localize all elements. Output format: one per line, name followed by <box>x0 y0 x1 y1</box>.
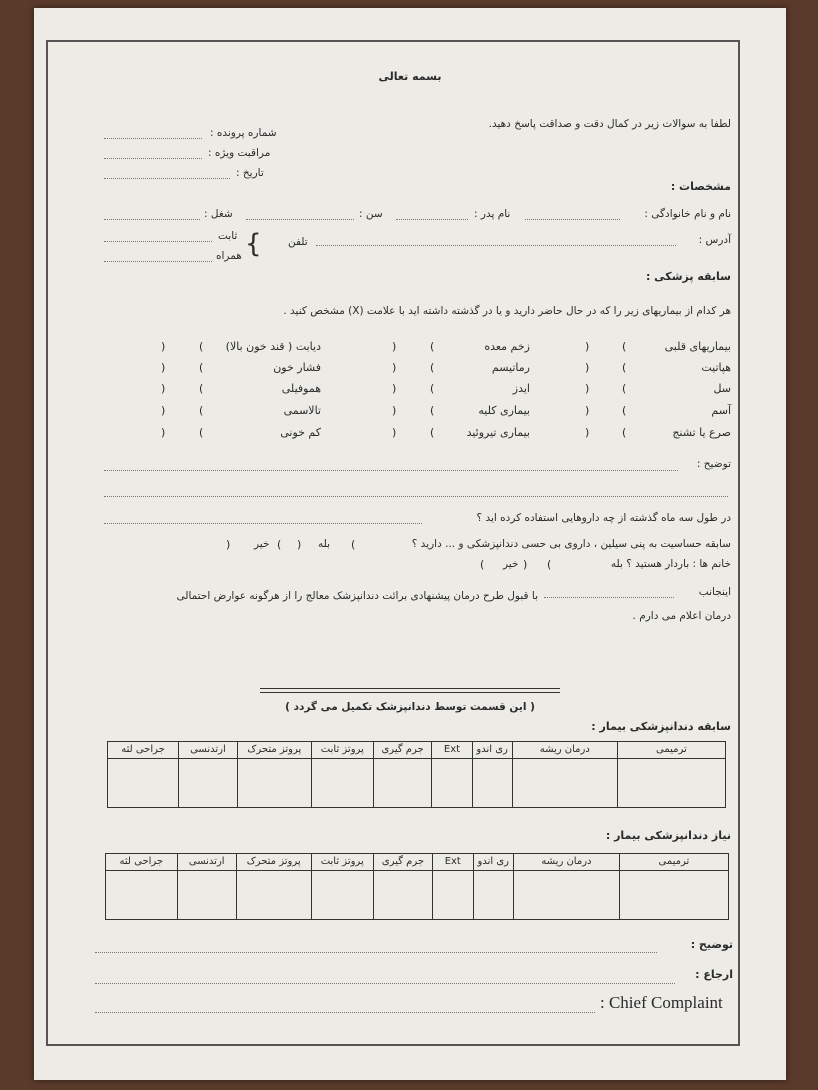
disease-label: هپاتیت <box>701 361 731 374</box>
allergy-no-label: خیر <box>254 538 270 550</box>
disease-checkbox-open[interactable]: ( <box>430 382 435 395</box>
referral-line[interactable] <box>95 983 675 984</box>
disease-label: بیماری کلیه <box>478 404 530 417</box>
special-care-label: مراقبت ویژه : <box>208 147 271 159</box>
disease-checkbox-close[interactable]: ) <box>392 426 397 439</box>
landline-label: ثابت <box>218 230 238 242</box>
table-header-cell: ری اندو <box>472 742 512 759</box>
disease-checkbox-open[interactable]: ( <box>622 404 627 417</box>
table-cell[interactable] <box>106 871 178 920</box>
allergy-yes-label: بله <box>318 538 331 550</box>
dentist-note: ( این قسمت توسط دندانپزشک تکمیل می گردد ) <box>285 701 535 713</box>
name-line[interactable] <box>525 219 620 220</box>
disease-label: کم خونی <box>280 426 321 439</box>
table-cell[interactable] <box>432 759 472 808</box>
table-cell[interactable] <box>311 871 373 920</box>
table-header-cell: پروتز ثابت <box>311 854 373 871</box>
table-cell[interactable] <box>373 871 432 920</box>
disease-checkbox-close[interactable]: ) <box>585 426 590 439</box>
disease-checkbox-open[interactable]: ( <box>199 426 204 439</box>
disease-checkbox-open[interactable]: ( <box>430 340 435 353</box>
disease-checkbox-close[interactable]: ) <box>585 340 590 353</box>
pregnant-no-label: خیر <box>503 558 519 570</box>
section-dental-history: سابقه دندانپزشکی بیمار : <box>591 720 731 733</box>
disease-checkbox-open[interactable]: ( <box>430 361 435 374</box>
medications-question: در طول سه ماه گذشته از چه داروهایی استفاده کرده اید ؟ <box>476 512 731 524</box>
medical-question: هر کدام از بیماریهای زیر را که در حال حاضر دارید و یا در گذشته داشته اید با علامت (X) مشخص کنید . <box>283 305 731 317</box>
table-cell[interactable] <box>179 759 238 808</box>
disease-label: رماتیسم <box>491 361 530 374</box>
date-line[interactable] <box>104 178 230 179</box>
job-line[interactable] <box>104 219 200 220</box>
divider-bottom <box>260 692 560 693</box>
table-cell[interactable] <box>237 759 311 808</box>
table-cell[interactable] <box>512 759 617 808</box>
disease-label: هموفیلی <box>281 382 321 395</box>
allergy-yes-open[interactable]: ( <box>351 538 356 551</box>
allergy-no-open[interactable]: ( <box>277 538 282 551</box>
disease-label: زخم معده <box>484 340 530 353</box>
explanation-line-2[interactable] <box>104 496 728 497</box>
table-header-cell: Ext <box>433 854 473 871</box>
dental-need-table <box>105 853 729 920</box>
table-cell[interactable] <box>473 871 513 920</box>
file-number-label: شماره پرونده : <box>210 127 277 139</box>
medications-line[interactable] <box>104 523 422 524</box>
table-header-cell: درمان ریشه <box>512 742 617 759</box>
table-header-cell: جرم گیری <box>373 854 432 871</box>
section-personal: مشخصات : <box>670 180 731 193</box>
job-label: شغل : <box>204 208 233 220</box>
table-cell[interactable] <box>177 871 236 920</box>
table-header-cell: ترمیمی <box>619 854 728 871</box>
explanation-label: توضیح : <box>696 458 731 470</box>
disease-checkbox-close[interactable]: ) <box>585 382 590 395</box>
table-header-cell: ری اندو <box>473 854 513 871</box>
intro-text: لطفا به سوالات زیر در کمال دقت و صداقت پاسخ دهید. <box>488 118 731 130</box>
table-cell[interactable] <box>108 759 179 808</box>
footer-explanation-line[interactable] <box>95 952 657 953</box>
disease-checkbox-open[interactable]: ( <box>199 404 204 417</box>
disease-label: بیماریهای قلبی <box>664 340 731 353</box>
address-line[interactable] <box>316 245 676 246</box>
page-title: بسمه تعالی <box>378 70 442 83</box>
landline-line[interactable] <box>104 241 212 242</box>
explanation-line-1[interactable] <box>104 470 678 471</box>
disease-label: سل <box>713 382 731 395</box>
disease-checkbox-close[interactable]: ) <box>161 404 166 417</box>
father-line[interactable] <box>396 219 468 220</box>
disease-checkbox-close[interactable]: ) <box>161 426 166 439</box>
table-header-cell: درمان ریشه <box>514 854 620 871</box>
section-medical: سابقه پزشکی : <box>645 270 731 283</box>
table-cell[interactable] <box>472 759 512 808</box>
consent-text: با قبول طرح درمان پیشنهادی برائت دندانپزشک معالج را از هرگونه عوارض احتمالی <box>176 590 538 602</box>
table-cell[interactable] <box>433 871 473 920</box>
disease-checkbox-open[interactable]: ( <box>430 426 435 439</box>
consent-start: اینجانب <box>698 586 731 598</box>
table-header-cell: ارتدنسی <box>177 854 236 871</box>
disease-checkbox-close[interactable]: ) <box>392 404 397 417</box>
disease-checkbox-open[interactable]: ( <box>199 340 204 353</box>
table-cell[interactable] <box>617 759 725 808</box>
table-header-cell: Ext <box>432 742 472 759</box>
brace-icon: { <box>245 229 262 259</box>
disease-checkbox-close[interactable]: ) <box>161 340 166 353</box>
disease-label: ایدز <box>512 382 530 395</box>
disease-label: دیابت ( قند خون بالا) <box>225 340 321 353</box>
table-cell[interactable] <box>236 871 311 920</box>
disease-label: صرع یا تشنج <box>672 426 731 439</box>
name-label: نام و نام خانوادگی : <box>644 208 731 220</box>
pregnant-yes-open[interactable]: ( <box>547 558 552 571</box>
table-cell[interactable] <box>514 871 620 920</box>
disease-checkbox-open[interactable]: ( <box>199 382 204 395</box>
divider-top <box>260 688 560 689</box>
disease-label: بیماری تیروئید <box>466 426 530 439</box>
table-header-cell: جرم گیری <box>373 742 432 759</box>
address-label: آدرس : <box>698 234 731 246</box>
disease-label: آسم <box>711 404 731 417</box>
age-line[interactable] <box>246 219 354 220</box>
mobile-line[interactable] <box>104 261 212 262</box>
file-number-line[interactable] <box>104 138 202 139</box>
disease-checkbox-open[interactable]: ( <box>622 426 627 439</box>
table-cell[interactable] <box>619 871 728 920</box>
table-header-cell: پروتز متحرک <box>237 742 311 759</box>
disease-checkbox-close[interactable]: ) <box>585 361 590 374</box>
special-care-line[interactable] <box>104 158 202 159</box>
pregnant-question: خانم ها : باردار هستید ؟ بله <box>610 558 731 570</box>
phone-label: تلفن <box>288 236 308 248</box>
disease-checkbox-open[interactable]: ( <box>622 361 627 374</box>
footer-explanation-label: توضیح : <box>690 938 733 951</box>
disease-checkbox-close[interactable]: ) <box>585 404 590 417</box>
disease-checkbox-close[interactable]: ) <box>392 361 397 374</box>
disease-checkbox-open[interactable]: ( <box>622 340 627 353</box>
dental-history-table <box>107 741 726 808</box>
chief-complaint-label: : Chief Complaint <box>600 993 723 1012</box>
table-cell[interactable] <box>373 759 432 808</box>
disease-checkbox-open[interactable]: ( <box>199 361 204 374</box>
consent-end: درمان اعلام می دارم . <box>632 610 731 622</box>
table-header-cell: ارتدنسی <box>179 742 238 759</box>
disease-checkbox-close[interactable]: ) <box>392 382 397 395</box>
disease-checkbox-open[interactable]: ( <box>622 382 627 395</box>
date-label: تاریخ : <box>236 167 264 179</box>
chief-complaint-line[interactable] <box>95 1012 595 1013</box>
age-label: سن : <box>359 208 383 220</box>
disease-checkbox-close[interactable]: ) <box>392 340 397 353</box>
disease-checkbox-close[interactable]: ) <box>161 382 166 395</box>
referral-label: ارجاع : <box>695 968 733 981</box>
allergy-question: سابقه حساسیت به پنی سیلین ، داروی بی حسی دندانپزشکی و ... دارید ؟ <box>411 538 731 550</box>
disease-checkbox-close[interactable]: ) <box>161 361 166 374</box>
pregnant-no-open[interactable]: ( <box>480 558 485 571</box>
table-header-cell: ترمیمی <box>617 742 725 759</box>
table-header-cell: پروتز ثابت <box>311 742 373 759</box>
table-header-cell: جراحی لثه <box>108 742 179 759</box>
table-header-cell: جراحی لثه <box>106 854 178 871</box>
table-header-cell: پروتز متحرک <box>236 854 311 871</box>
mobile-label: همراه <box>216 250 242 262</box>
table-cell[interactable] <box>311 759 373 808</box>
disease-label: تالاسمی <box>283 404 321 417</box>
allergy-yes-close[interactable]: ) <box>297 538 302 551</box>
disease-checkbox-open[interactable]: ( <box>430 404 435 417</box>
section-dental-need: نیاز دندانپزشکی بیمار : <box>605 829 731 842</box>
father-label: نام پدر : <box>474 208 511 220</box>
consent-name-line[interactable] <box>544 597 674 598</box>
pregnant-yes-close[interactable]: ) <box>523 558 528 571</box>
disease-label: فشار خون <box>273 361 321 374</box>
allergy-no-close[interactable]: ) <box>226 538 231 551</box>
